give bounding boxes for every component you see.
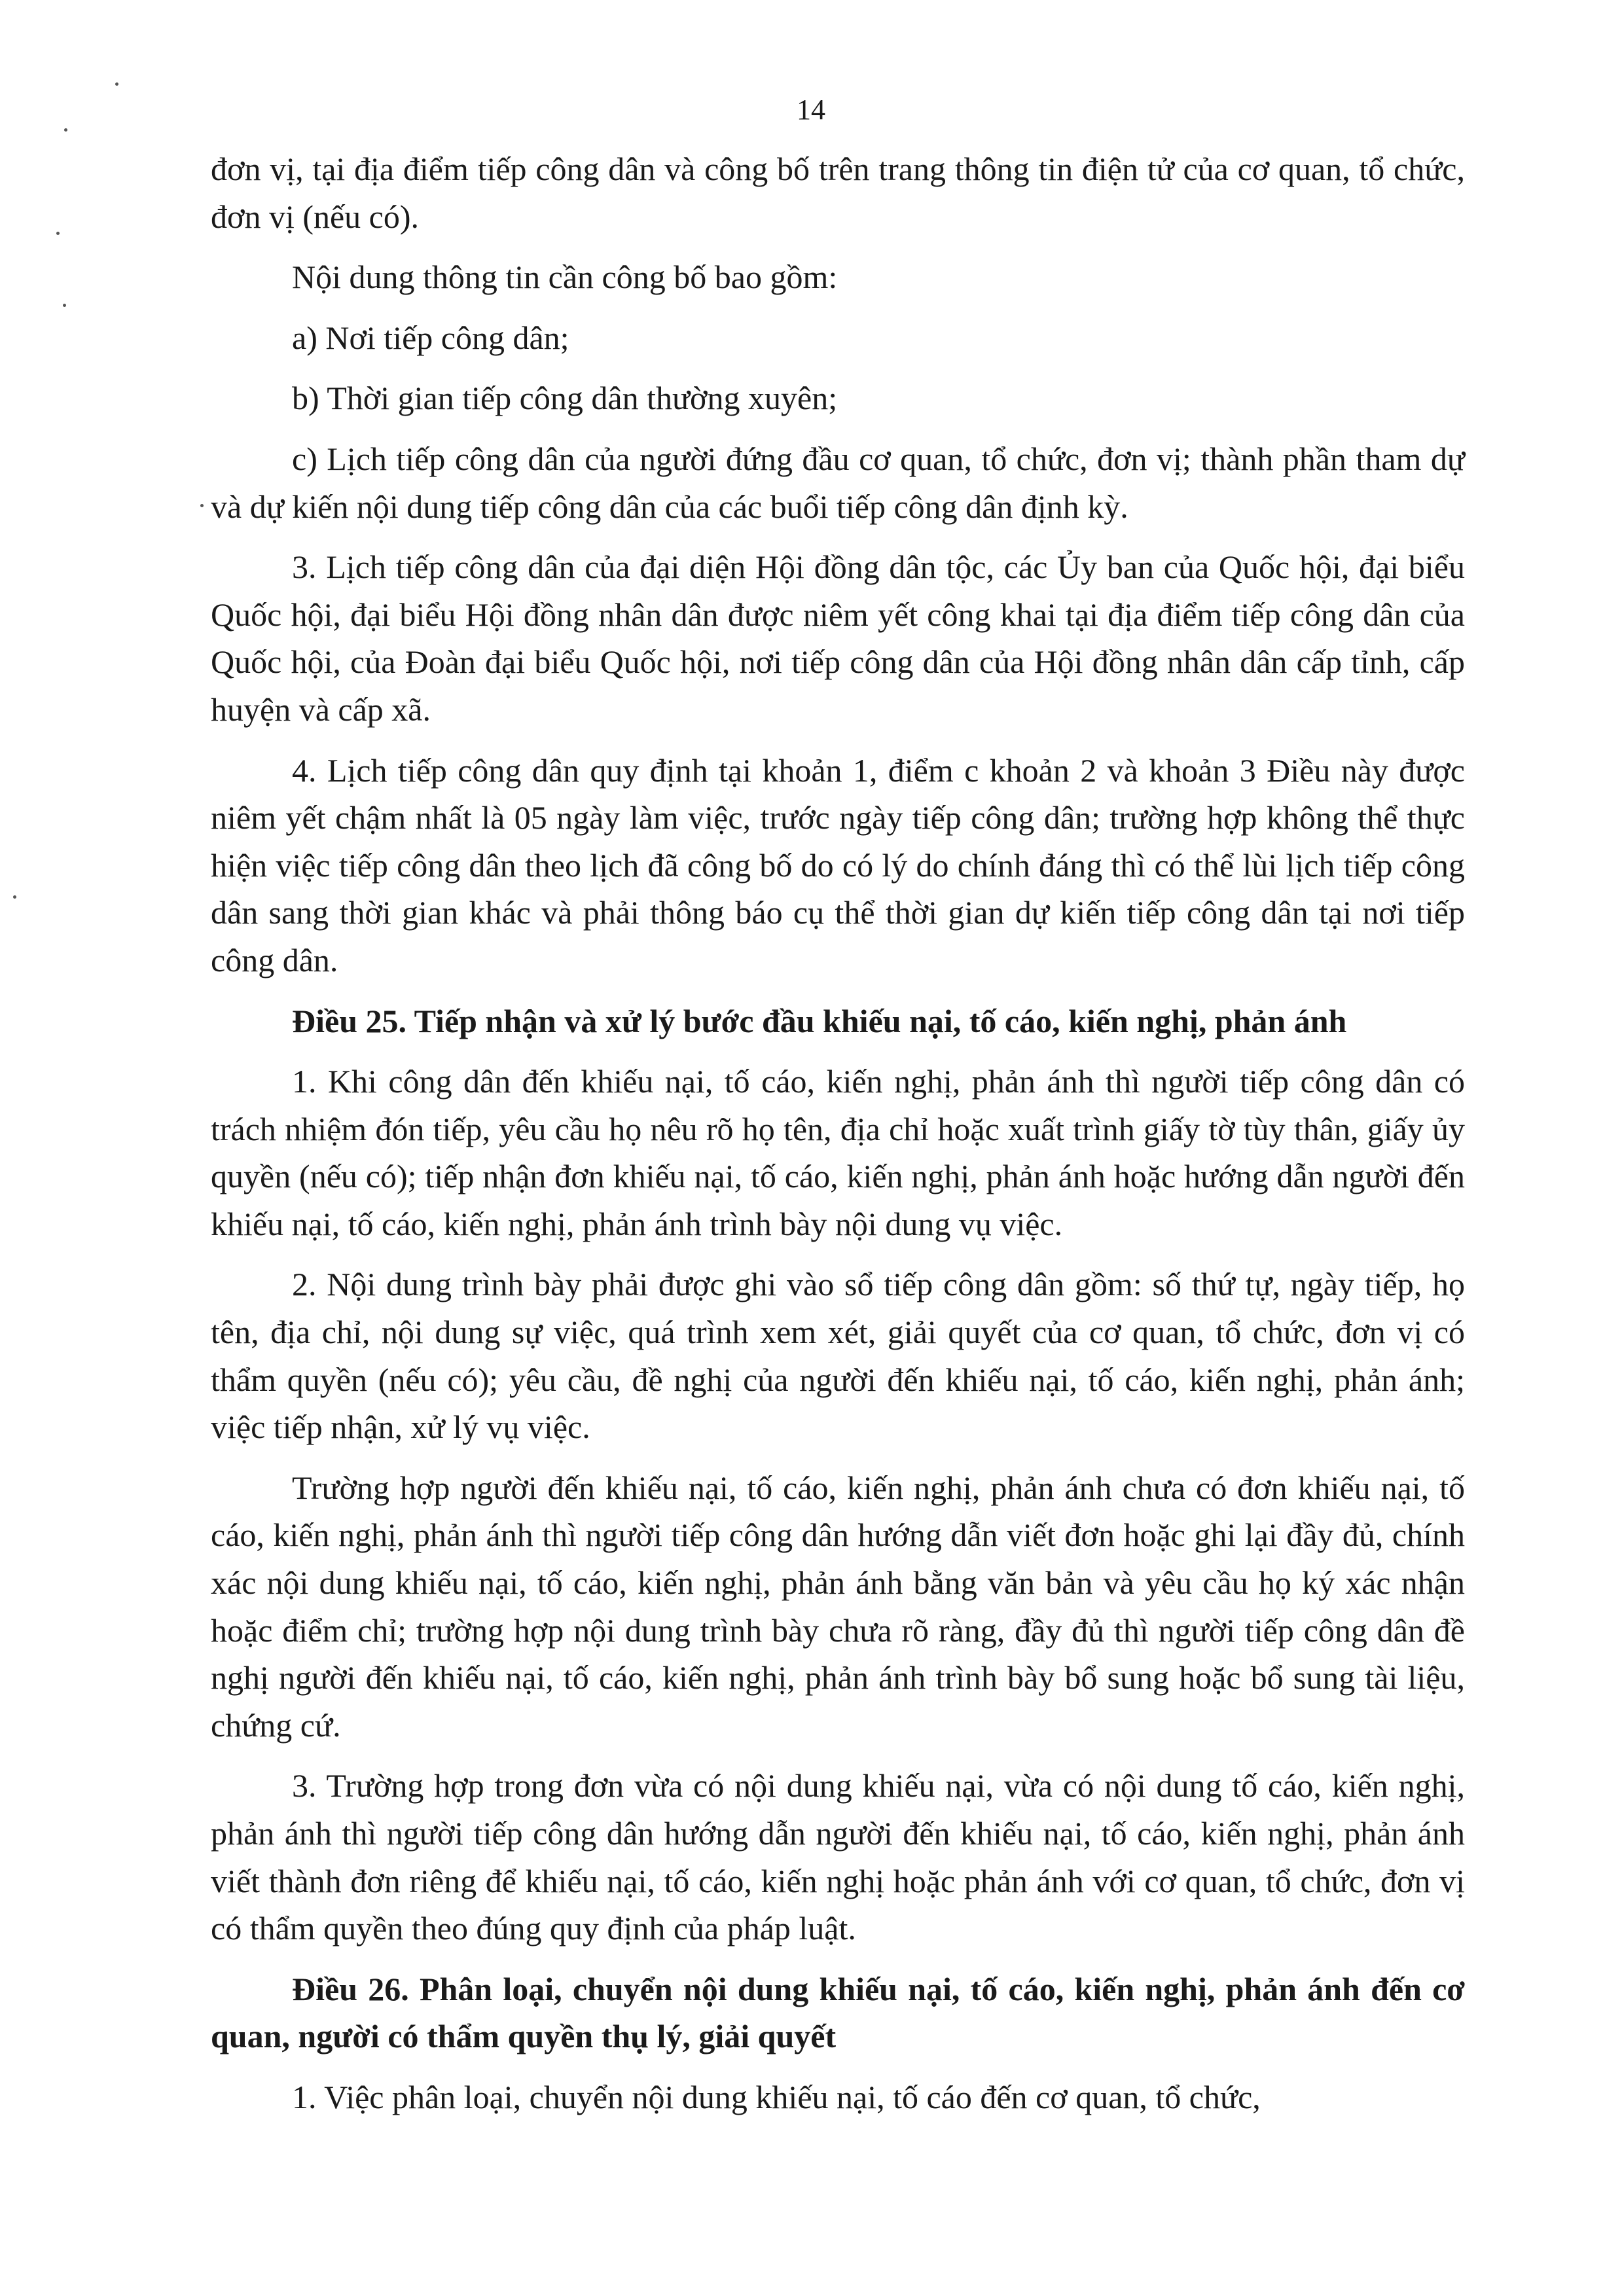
paragraph: Nội dung thông tin cần công bố bao gồm: — [292, 259, 838, 296]
scan-speck — [64, 128, 67, 132]
article-25-heading: Điều 25. Tiếp nhận và xử lý bước đầu khiếu nại, tố cáo, kiến nghị, phản ánh — [292, 1002, 1347, 1039]
scan-speck — [115, 82, 118, 86]
list-item: c) Lịch tiếp công dân của người đứng đầu cơ quan, tổ chức, đơn vị; thành phần tham dự và dự kiến nội dung tiếp công dân của các buổi tiếp công dân định kỳ. — [211, 440, 1465, 525]
clause-3: 3. Trường hợp trong đơn vừa có nội dung khiếu nại, vừa có nội dung tố cáo, kiến nghị, phản ánh thì người tiếp công dân hướng dẫn người đến khiếu nại, tố cáo, kiến nghị, phản ánh viết thành đơn riêng để khiếu nại, tố cáo, kiến nghị hoặc phản ánh với cơ quan, tổ chức, đơn vị có thẩm quyền theo đúng quy định của pháp luật. — [211, 1767, 1465, 1947]
scan-speck — [200, 504, 204, 507]
list-item: a) Nơi tiếp công dân; — [292, 319, 569, 356]
list-item: b) Thời gian tiếp công dân thường xuyên; — [292, 380, 838, 417]
article-26-heading: Điều 26. Phân loại, chuyển nội dung khiếu nại, tố cáo, kiến nghị, phản ánh đến cơ quan, người có thẩm quyền thụ lý, giải quyết — [211, 1970, 1465, 2055]
clause-2: 2. Nội dung trình bày phải được ghi vào sổ tiếp công dân gồm: số thứ tự, ngày tiếp, họ tên, địa chỉ, nội dung sự việc, quá trình xem xét, giải quyết của cơ quan, tổ chức, đơn vị có thẩm quyền (nếu có); yêu cầu, đề nghị của người đến khiếu nại, tố cáo, kiến nghị, phản ánh; việc tiếp nhận, xử lý vụ việc. — [211, 1266, 1465, 1446]
document-body — [211, 145, 1465, 2134]
paragraph: Trường hợp người đến khiếu nại, tố cáo, kiến nghị, phản ánh chưa có đơn khiếu nại, tố cáo, kiến nghị, phản ánh thì người tiếp công dân hướng dẫn viết đơn hoặc ghi lại đầy đủ, chính xác nội dung khiếu nại, tố cáo, kiến nghị, phản ánh bằng văn bản và yêu cầu họ ký xác nhận hoặc điểm chỉ; trường hợp nội dung trình bày chưa rõ ràng, đầy đủ thì người tiếp công dân đề nghị người đến khiếu nại, tố cáo, kiến nghị, phản ánh trình bày bổ sung hoặc bổ sung tài liệu, chứng cứ. — [211, 1469, 1465, 1744]
clause-3: 3. Lịch tiếp công dân của đại diện Hội đồng dân tộc, các Ủy ban của Quốc hội, đại biểu Quốc hội, đại biểu Hội đồng nhân dân được niêm yết công khai tại địa điểm tiếp công dân của Quốc hội, của Đoàn đại biểu Quốc hội, nơi tiếp công dân của Hội đồng nhân dân cấp tỉnh, cấp huyện và cấp xã. — [211, 548, 1465, 728]
scan-speck — [63, 304, 66, 307]
scan-speck — [56, 232, 60, 235]
clause-1: 1. Việc phân loại, chuyển nội dung khiếu nại, tố cáo đến cơ quan, tổ chức, — [292, 2078, 1261, 2115]
clause-1: 1. Khi công dân đến khiếu nại, tố cáo, kiến nghị, phản ánh thì người tiếp công dân có trách nhiệm đón tiếp, yêu cầu họ nêu rõ họ tên, địa chỉ hoặc xuất trình giấy tờ tùy thân, giấy ủy quyền (nếu có); tiếp nhận đơn khiếu nại, tố cáo, kiến nghị, phản ánh hoặc hướng dẫn người đến khiếu nại, tố cáo, kiến nghị, phản ánh trình bày nội dung vụ việc. — [211, 1063, 1465, 1242]
paragraph: đơn vị, tại địa điểm tiếp công dân và công bố trên trang thông tin điện tử của cơ quan, tổ chức, đơn vị (nếu có). — [211, 151, 1465, 235]
page-number: 14 — [797, 94, 825, 126]
scan-speck — [13, 895, 16, 899]
clause-4: 4. Lịch tiếp công dân quy định tại khoản 1, điểm c khoản 2 và khoản 3 Điều này được niêm yết chậm nhất là 05 ngày làm việc, trước ngày tiếp công dân; trường hợp không thể thực hiện việc tiếp công dân theo lịch đã công bố do có lý do chính đáng thì có thể lùi lịch tiếp công dân sang thời gian khác và phải thông báo cụ thể thời gian dự kiến tiếp công dân tại nơi tiếp công dân. — [211, 751, 1465, 978]
